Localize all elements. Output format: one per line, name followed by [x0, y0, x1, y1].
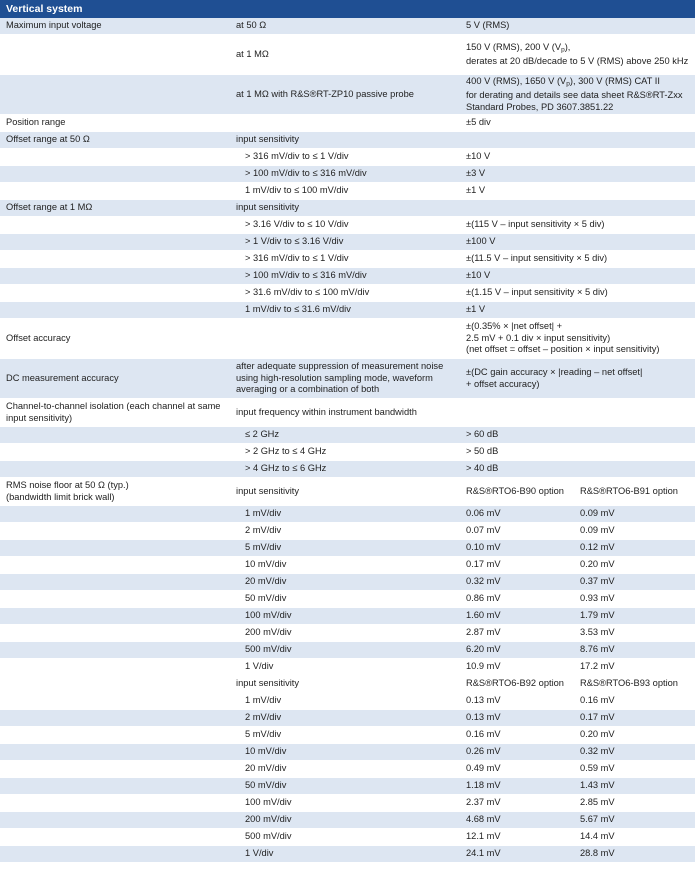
table-row	[0, 812, 695, 829]
condition: 2 mV/div	[245, 712, 282, 723]
condition: at 1 MΩ	[236, 48, 269, 59]
value: 5.67 mV	[580, 814, 615, 825]
value: 2.85 mV	[580, 797, 615, 808]
value: 0.12 mV	[580, 542, 615, 553]
table-row	[0, 251, 695, 268]
condition-header: input sensitivity	[236, 678, 300, 689]
value: 0.07 mV	[466, 525, 501, 536]
table-row	[0, 18, 695, 35]
condition: 100 mV/div	[245, 797, 292, 808]
table-row	[0, 478, 695, 506]
value-text: ),	[564, 41, 571, 52]
condition: after adequate suppression of measurement noise using high-resolution sampling mode, waveform averaging or a combination of both	[236, 361, 444, 395]
condition: > 31.6 mV/div to ≤ 100 mV/div	[245, 287, 370, 298]
value: 0.32 mV	[580, 746, 615, 757]
condition: 50 mV/div	[245, 593, 287, 604]
table-row	[0, 444, 695, 461]
table-row	[0, 268, 695, 285]
table-row	[0, 846, 695, 863]
value: 0.59 mV	[580, 763, 615, 774]
value: ±(115 V – input sensitivity × 5 div)	[466, 219, 605, 230]
condition: > 2 GHz to ≤ 4 GHz	[245, 446, 327, 457]
value: 0.09 mV	[580, 508, 615, 519]
table-row	[0, 234, 695, 251]
table-row	[0, 829, 695, 846]
value: 0.17 mV	[466, 559, 501, 570]
table-row	[0, 659, 695, 676]
param-label: DC measurement accuracy	[6, 372, 119, 383]
value-text: 150 V (RMS), 200 V (V	[466, 41, 562, 52]
option-header: R&S®RTO6-B91 option	[580, 485, 678, 496]
value: 1.60 mV	[466, 610, 501, 621]
value: 0.93 mV	[580, 593, 615, 604]
value: 0.32 mV	[466, 576, 501, 587]
value: 0.26 mV	[466, 746, 501, 757]
param-label: Position range	[6, 117, 66, 128]
value: ±1 V	[466, 185, 486, 196]
table-row	[0, 523, 695, 540]
value: 0.10 mV	[466, 542, 501, 553]
value-subscript: p	[566, 80, 570, 88]
value: 0.20 mV	[580, 559, 615, 570]
condition: > 100 mV/div to ≤ 316 mV/div	[245, 168, 367, 179]
table-row	[0, 778, 695, 795]
table-row	[0, 217, 695, 234]
value-text: 400 V (RMS), 1650 V (V	[466, 75, 567, 86]
value: 1.43 mV	[580, 780, 615, 791]
condition: 1 mV/div	[245, 695, 282, 706]
value: 24.1 mV	[466, 848, 501, 859]
value: 4.68 mV	[466, 814, 501, 825]
table-row	[0, 461, 695, 478]
condition: at 50 Ω	[236, 20, 267, 31]
value: 0.06 mV	[466, 508, 501, 519]
value: ±5 div	[466, 117, 491, 128]
param-label: Channel-to-channel isolation (each channel at same input sensitivity)	[6, 400, 221, 423]
value-text: ), 300 V (RMS) CAT II	[569, 75, 660, 86]
value: 0.17 mV	[580, 712, 615, 723]
value: 0.37 mV	[580, 576, 615, 587]
param-label: Maximum input voltage	[6, 20, 102, 31]
value: 8.76 mV	[580, 644, 615, 655]
table-row	[0, 625, 695, 642]
table-row	[0, 710, 695, 727]
section-header	[0, 0, 695, 18]
value: 1.18 mV	[466, 780, 501, 791]
value: 1.79 mV	[580, 610, 615, 621]
value: ±(11.5 V – input sensitivity × 5 div)	[466, 253, 608, 264]
value	[466, 35, 690, 74]
table-row	[0, 166, 695, 183]
value: 5 V (RMS)	[466, 20, 510, 31]
condition: > 3.16 V/div to ≤ 10 V/div	[245, 219, 349, 230]
value: 0.16 mV	[580, 695, 615, 706]
option-header: R&S®RTO6-B90 option	[466, 485, 564, 496]
value: ±(1.15 V – input sensitivity × 5 div)	[466, 287, 608, 298]
condition: 5 mV/div	[245, 729, 282, 740]
value: 0.13 mV	[466, 712, 501, 723]
value: > 60 dB	[466, 429, 499, 440]
option-header: R&S®RTO6-B93 option	[580, 678, 678, 689]
table-row	[0, 75, 695, 115]
condition: ≤ 2 GHz	[245, 429, 280, 440]
table-row	[0, 427, 695, 444]
table-row	[0, 642, 695, 659]
table-row	[0, 557, 695, 574]
condition: 5 mV/div	[245, 542, 282, 553]
value: ±(0.35% × |net offset| + 2.5 mV + 0.1 div × input sensitivity) (net offset = offset – position × input sensitivity)	[466, 321, 660, 355]
table-row	[0, 693, 695, 710]
value-subscript: p	[561, 46, 565, 54]
table-row	[0, 540, 695, 557]
param-label: RMS noise floor at 50 Ω (typ.) (bandwidth limit brick wall)	[6, 480, 129, 502]
condition: 10 mV/div	[245, 746, 287, 757]
value	[466, 75, 690, 114]
table-row	[0, 183, 695, 200]
value: 0.16 mV	[466, 729, 501, 740]
value: > 40 dB	[466, 463, 499, 474]
table-row	[0, 319, 695, 359]
condition: 1 mV/div to ≤ 31.6 mV/div	[245, 304, 351, 315]
value: 0.13 mV	[466, 695, 501, 706]
section-title: Vertical system	[6, 3, 83, 15]
table-row	[0, 115, 695, 132]
condition: > 100 mV/div to ≤ 316 mV/div	[245, 270, 367, 281]
value: 6.20 mV	[466, 644, 501, 655]
table-row	[0, 399, 695, 427]
condition: 1 mV/div to ≤ 100 mV/div	[245, 185, 349, 196]
condition-header: input frequency within instrument bandwidth	[236, 406, 417, 417]
condition: 100 mV/div	[245, 610, 292, 621]
value: 0.20 mV	[580, 729, 615, 740]
value-text: derates at 20 dB/decade to 5 V (RMS) above 250 kHz	[466, 55, 689, 66]
param-label: Offset accuracy	[6, 332, 71, 343]
table-row	[0, 761, 695, 778]
table-row	[0, 302, 695, 319]
value: 0.86 mV	[466, 593, 501, 604]
value: 28.8 mV	[580, 848, 615, 859]
condition: 500 mV/div	[245, 644, 292, 655]
condition: 20 mV/div	[245, 763, 287, 774]
value: 14.4 mV	[580, 831, 615, 842]
value: ±3 V	[466, 168, 486, 179]
table-row	[0, 574, 695, 591]
condition: > 1 V/div to ≤ 3.16 V/div	[245, 236, 344, 247]
condition: > 4 GHz to ≤ 6 GHz	[245, 463, 327, 474]
condition: 20 mV/div	[245, 576, 287, 587]
value: 3.53 mV	[580, 627, 615, 638]
value-text: for derating and details see data sheet R&S®RT-Zxx Standard Probes, PD 3607.3851.22	[466, 89, 683, 112]
table-row	[0, 35, 695, 75]
condition: 10 mV/div	[245, 559, 287, 570]
condition: 1 V/div	[245, 661, 274, 672]
param-label: Offset range at 50 Ω	[6, 134, 90, 145]
value: 17.2 mV	[580, 661, 615, 672]
condition-header: input sensitivity	[236, 485, 300, 496]
condition-header: input sensitivity	[236, 202, 300, 213]
condition: 200 mV/div	[245, 814, 292, 825]
table-row	[0, 285, 695, 302]
value: 2.87 mV	[466, 627, 501, 638]
value: ±100 V	[466, 236, 496, 247]
condition: > 316 mV/div to ≤ 1 V/div	[245, 151, 349, 162]
condition: 50 mV/div	[245, 780, 287, 791]
option-header: R&S®RTO6-B92 option	[466, 678, 564, 689]
value: 12.1 mV	[466, 831, 501, 842]
value: 0.49 mV	[466, 763, 501, 774]
table-row	[0, 149, 695, 166]
value: 0.09 mV	[580, 525, 615, 536]
value: ±10 V	[466, 151, 491, 162]
table-row	[0, 676, 695, 693]
condition: at 1 MΩ with R&S®RT-ZP10 passive probe	[236, 88, 414, 99]
condition-header: input sensitivity	[236, 134, 300, 145]
table-row	[0, 608, 695, 625]
condition: 500 mV/div	[245, 831, 292, 842]
value: ±(DC gain accuracy × |reading – net offset| + offset accuracy)	[466, 366, 643, 389]
value: 2.37 mV	[466, 797, 501, 808]
value: > 50 dB	[466, 446, 499, 457]
condition: 2 mV/div	[245, 525, 282, 536]
value: ±10 V	[466, 270, 491, 281]
condition: 1 V/div	[245, 848, 274, 859]
table-row	[0, 744, 695, 761]
condition: > 316 mV/div to ≤ 1 V/div	[245, 253, 349, 264]
table-row	[0, 132, 695, 149]
value: ±1 V	[466, 304, 486, 315]
table-row	[0, 506, 695, 523]
table-row	[0, 359, 695, 399]
condition: 1 mV/div	[245, 508, 282, 519]
table-row	[0, 795, 695, 812]
table-row	[0, 591, 695, 608]
condition: 200 mV/div	[245, 627, 292, 638]
table-row	[0, 727, 695, 744]
param-label: Offset range at 1 MΩ	[6, 202, 93, 213]
table-row	[0, 200, 695, 217]
value: 10.9 mV	[466, 661, 501, 672]
